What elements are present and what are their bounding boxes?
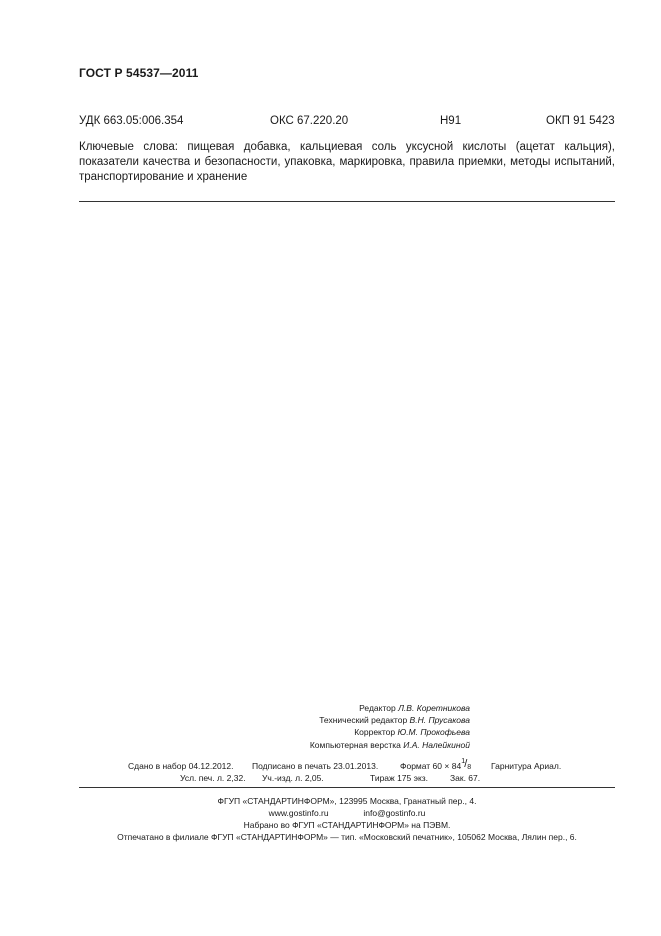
format-times: × — [444, 761, 450, 771]
order-number: Зак. 67. — [450, 773, 481, 783]
layout-label: Компьютерная верстка — [309, 739, 401, 750]
signed-date: Подписано в печать 23.01.2013. — [252, 761, 379, 771]
print-sheets: Усл. печ. л. 2,32. — [180, 773, 246, 783]
imprint-block — [79, 795, 615, 843]
udk-code: УДК 663.05:006.354 — [79, 115, 184, 127]
printed-note: Отпечатано в филиале ФГУП «СТАНДАРТИНФОРМ» — тип. «Московский печатник», 105062 Москва, Лялин пер., 6. — [117, 832, 577, 842]
corrector-label: Корректор — [354, 727, 396, 738]
editor-label: Редактор — [359, 703, 396, 713]
okp-code: ОКП 91 5423 — [546, 115, 615, 127]
editor-row — [200, 702, 470, 714]
corrector-name: Ю.М. Прокофьева — [397, 727, 470, 738]
format-label: Формат 60 — [400, 761, 443, 771]
top-divider — [79, 201, 615, 202]
editor-name: Л.В. Коретникова — [398, 703, 470, 713]
tech-editor-row — [200, 714, 470, 726]
typeset-note: Набрано во ФГУП «СТАНДАРТИНФОРМ» на ПЭВМ. — [243, 820, 451, 830]
publisher-website: www.gostinfo.ru — [268, 808, 329, 818]
publisher-email: info@gostinfo.ru — [363, 808, 426, 818]
submitted-date: Сдано в набор 04.12.2012. — [128, 761, 234, 771]
pub-sheets: Уч.-изд. л. 2,05. — [262, 773, 324, 783]
publisher-contacts — [79, 807, 615, 819]
layout-name: И.А. Налейкиной — [403, 739, 470, 750]
format-numerator: 1 — [461, 758, 466, 765]
tech-editor-name: В.Н. Прусакова — [409, 715, 470, 726]
typeface: Гарнитура Ариал. — [491, 761, 562, 771]
layout-row — [200, 739, 470, 751]
oks-code: ОКС 67.220.20 — [270, 115, 349, 127]
print-run: Тираж 175 экз. — [370, 773, 429, 783]
format — [400, 758, 473, 771]
format-fraction — [461, 758, 473, 771]
corrector-row — [200, 726, 470, 738]
format-value: 84 — [451, 761, 462, 771]
standard-number: ГОСТ Р 54537—2011 — [79, 66, 199, 80]
keywords-paragraph: Ключевые слова: пищевая добавка, кальциевая соль уксусной кислоты (ацетат кальция), показатели качества и безопасности, упаковка, маркировка, правила приемки, методы испытаний, транспортирование и хранение — [79, 141, 615, 183]
group-code: Н91 — [440, 115, 462, 127]
format-slash: / — [464, 758, 468, 770]
format-denominator: 8 — [467, 764, 472, 771]
tech-editor-label: Технический редактор — [319, 715, 408, 726]
credits-block — [200, 702, 470, 751]
publisher-address: ФГУП «СТАНДАРТИНФОРМ», 123995 Москва, Гранатный пер., 4. — [217, 796, 477, 806]
bottom-divider — [79, 787, 615, 788]
